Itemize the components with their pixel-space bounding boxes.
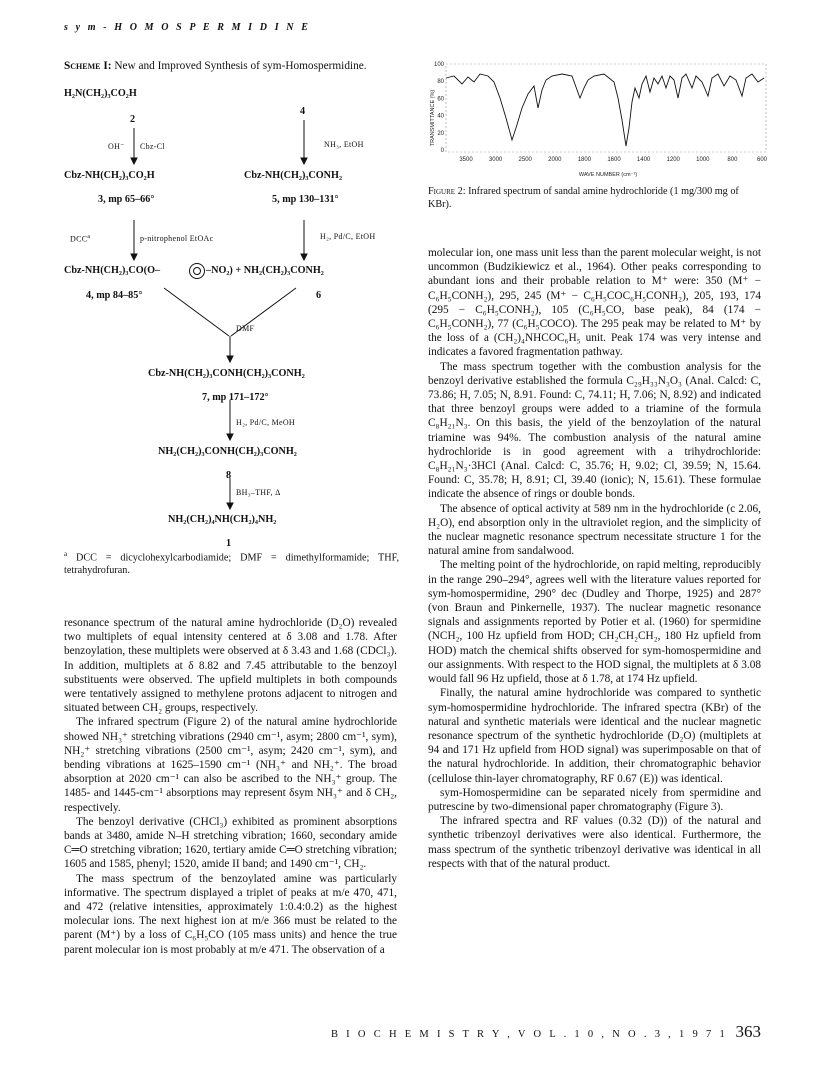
scheme-title-text: New and Improved Synthesis of sym-Homospermidine. [114,60,367,72]
reagent-h2-pd-etoh: H₂, Pd/C, EtOH [320,232,376,241]
compound-number-8: 8 [226,470,232,481]
arrowhead-3-4 [131,254,137,260]
ir-x-tick-label: 1800 [577,157,592,163]
paragraph: resonance spectrum of the natural amine hydrochloride (D₂O) revealed two multiplets of equal intensity centered at δ 3.08 and 1.78. After benzoylation, these multiplets were observed at δ 3.43 and 1.68 (CDCl₃). In addition, multiplets at δ 8.82 and 7.45 attributable to the benzoyl substituents were observed. The upfield multiplets in both compounds were tentatively assigned to methylene protons adjacent to nitrogen and situated between CH₂ groups, respectively. [64,617,397,715]
ir-x-tick-label: 3000 [488,157,503,163]
ir-x-tick-label: 3500 [459,157,473,163]
ir-y-axis-label: TRANSMITTANCE (%) [430,89,436,147]
ir-x-tick-label: 1600 [607,157,621,163]
reagent-cbzcl: Cbz-Cl [140,142,165,151]
ir-x-tick-label: 1400 [636,157,651,163]
page-number: 363 [735,1022,761,1041]
reagent-h2-pd-meoh: H₂, Pd/C, MeOH [236,418,295,427]
compound-3: Cbz-NH(CH₂)₃CO₂H [64,170,155,181]
figure-2-caption: Figure 2: Infrared spectrum of sandal amine hydrochloride (1 mg/300 mg of KBr). [428,186,739,210]
compound-7: Cbz-NH(CH₂)₃CONH(CH₂)₃CONH₂ [148,368,305,379]
running-head: s y m - H O M O S P E R M I D I N E [64,22,311,33]
ir-y-tick-label: 0 [440,148,444,154]
compound-number-4b: 4, mp 84–85° [86,290,143,301]
arrowhead-4-5 [301,158,307,164]
paragraph: molecular ion, one mass unit less than the parent molecular weight, is not uncommon (Budzikiewicz et al., 1964). Other peaks corresponding to abundant ions and their probable relation to M⁺ were: 350 (M⁺ − C₆H₅CONH₂), 295, 245 (M⁺ − C₆H₅COC₆H₅CONH₂), 205, 193, 174 (295 − C₆H₅CONH₂), 105 (C₆H₅CO, base peak), 84 (174 − C₆H₅CONH₂), 77 (C₆H₅COCO). The 295 peak may be related to M⁺ by the loss of a (CH₂)₄NHCOC₆H₅ unit. Peak 174 was very intense and indicates a favored fragmentation pathway. [428,247,761,359]
ir-y-tick-label: 100 [433,62,444,68]
ir-spectrum-plot [428,58,768,182]
ir-x-tick-label: 2500 [518,157,532,163]
compound-1: NH₂(CH₂)₄NH(CH₂)₄NH₂ [168,514,277,525]
paragraph: The benzoyl derivative (CHCl₃) exhibited as prominent absorptions bands at 3480, amide N–H stretching vibration; 1660, secondary amide C═O stretching vibration; 1620, tertiary amide C═O stretching vibration; 1605 and 1585, phenyl; 1520, amide II band; and 1490 cm⁻¹, CH₂. [64,815,397,871]
reagent-hydroxide: OH⁻ [108,142,125,151]
compound-number-4: 4 [300,106,306,117]
compound-number-1: 1 [226,538,232,549]
scheme-footnote: $^a$ DCC = dicyclohexylcarbodiamide; DMF = dimethylformamide; THF, tetrahydrofuran. [64,550,399,576]
ir-x-axis-label: WAVE NUMBER (cm⁻¹) [578,172,638,178]
compound-4-ester: Cbz-NH(CH₂)₃CO(O– [64,265,161,276]
ir-x-tick-label: 1200 [666,157,680,163]
ir-frame [446,64,766,152]
paragraph: The infrared spectrum (Figure 2) of the natural amine hydrochloride showed NH₃⁺ stretching vibrations (2940 cm⁻¹, asym; 2800 cm⁻¹, sym), NH₂⁺ stretching vibrations (2500 cm⁻¹, asym; 2420 cm⁻¹, sym), and bending vibrations at 1625–1590 cm⁻¹ (NH₃⁺ and NH₂⁺. The broad absorption at 2020 cm⁻¹ can also be ascribed to the NH₃⁺ group. The 1485- and 1445-cm⁻¹ absorptions may represent δsym NH₃⁺ and δ CH₂, respectively. [64,716,397,814]
arrow-4-7-left [164,288,229,336]
compound-8: NH₂(CH₂)₃CONH(CH₂)₃CONH₂ [158,446,297,457]
reagent-dmf: DMF [236,324,255,333]
paragraph: The mass spectrum together with the combustion analysis for the benzoyl derivative established the formula C₂₉H₃₃N₃O₃ (Anal. Calcd: C, 73.86; H, 7.05; N, 8.91. Found: C, 74.11; H, 7.06; N, 8.92) and indicated that three benzoyl groups were added to a triamine of the formula C₈H₂₁N₃. On this basis, the yield of the benzoylation of the natural triamine was 94%. The combustion analysis of the natural amine hydrochloride is in good agreement with a trihydrochloride: C₈H₂₁N₃·3HCl (Anal. Calcd: C, 35.76; H, 9.02; Cl, 39.59; N, 15.64. Found: C, 35.78; H, 8.91; Cl, 39.40 (ionic); N, 15.61). These formulae indicate the absence of rings or double bonds. [428,360,761,501]
paragraph: The infrared spectra and RF values (0.32 (D)) of the natural and synthetic tribenzoyl derivatives were also identical. Furthermore, the mass spectrum of the synthetic tribenzoyl derivative was identical in all respects with that of the natural product. [428,815,761,870]
arrowhead-7-8 [227,434,233,440]
ir-x-tick-label: 1000 [696,157,710,163]
ir-y-tick-label: 80 [437,79,444,86]
compound-number-7: 7, mp 171–172° [202,392,269,403]
body-column-right [428,246,761,871]
journal-citation: B I O C H E M I S T R Y , V O L . 1 0 , N O . 3 , 1 9 7 1 [330,1029,728,1040]
paragraph: The absence of optical activity at 589 nm in the hydrochloride (c 2.06, H₂O), end absorption only in the ultraviolet region, and the simplicity of the nuclear magnetic resonance spectrum necessitate structure 1 for the natural amine from sandalwood. [428,502,761,558]
scheme-title [64,60,367,72]
arrowhead-8-1 [227,503,233,509]
compound-5: Cbz-NH(CH₂)₃CONH₂ [244,170,343,181]
body-column-left [64,616,397,957]
ir-x-tick-label: 2000 [548,157,562,163]
arrowhead-to-7 [227,356,233,362]
compound-number-6: 6 [316,290,322,301]
ir-spectrum-trace [446,74,764,146]
reaction-scheme [64,78,404,548]
ir-x-tick-label: 600 [756,157,768,163]
reagent-nitrophenol: p-nitrophenol EtOAc [140,234,214,243]
figure-2-ir-spectrum [428,58,768,198]
ir-x-tick-label: 800 [727,157,738,163]
benzene-ring [190,264,205,279]
reagent-borane: BH₃–THF, Δ [236,488,281,497]
arrowhead-5-6 [301,254,307,260]
ir-y-tick-label: 60 [437,96,444,103]
scheme-label: Scheme I: [64,60,112,72]
compound-top: H₂N(CH₂)₃CO₂H [64,88,137,99]
paragraph: The mass spectrum of the benzoylated amine was particularly informative. The spectrum displayed a triplet of peaks at m/e 470, 471, and 472 (relative intensities, approximately 1:0.4:0.2) as the highest molecular ions. The next highest ion at m/e 366 must be related to the parent (M⁺) by a loss of C₆H₅CO (105 mass units) and hence the true parent molecular ion is most probably at m/e 471. The observation of a [64,872,397,956]
paragraph: Finally, the natural amine hydrochloride was compared to synthetic sym-homospermidine hydrochloride. The infrared spectra (KBr) of the natural and synthetic materials were identical and the nuclear magnetic resonance spectrum of the synthetic hydrochloride (D₂O) (multiplets at 94 and 171 Hz upfield from HOD signal) was superimposable on that of the natural hydrochloride. In addition, their chromatographic behavior (cellulose thin-layer chromatography, RF 0.67 (E)) was identical. [428,687,761,785]
paragraph: sym-Homospermidine can be separated nicely from spermidine and putrescine by two-dimensional paper chromatography (Figure 3). [428,786,761,813]
ir-y-tick-label: 20 [437,130,444,137]
paragraph: The melting point of the hydrochloride, on rapid melting, reproducibly in the range 290–294°, agrees well with the literature values reported for sym-homospermidine, 290° dec (Dudley and Thorpe, 1925) and 287° (von Braun and Pinkernelle, 1937). The nuclear magnetic resonance signals and assignments reported by Potier et al. (1960) for spermidine (NCH₂, 100 Hz upfield from HOD; CH₂CH₂CH₂, 180 Hz upfield from HOD) match the chemical shifts observed for sym-homospermidine and our assignments. With respect to the HOD signal, the multiplets at δ 3.08 would fall 96 Hz upfield, those at δ 1.78, at 174 Hz upfield. [428,559,761,686]
compound-number-5: 5, mp 130–131° [272,194,339,205]
reagent-ammonia: NH₃, EtOH [324,140,364,149]
compound-number-3: 3, mp 65–66° [98,194,155,205]
arrowhead-2-3 [131,158,137,164]
compound-number-2: 2 [130,114,136,125]
reagent-dcc: DCC$^a$ [70,234,91,244]
compound-6-amine: –NO₂) + NH₂(CH₂)₃CONH₂ [206,265,324,276]
benzene-inner-ring [194,268,201,275]
ir-y-tick-label: 40 [437,113,444,120]
page-footer [331,1022,761,1042]
